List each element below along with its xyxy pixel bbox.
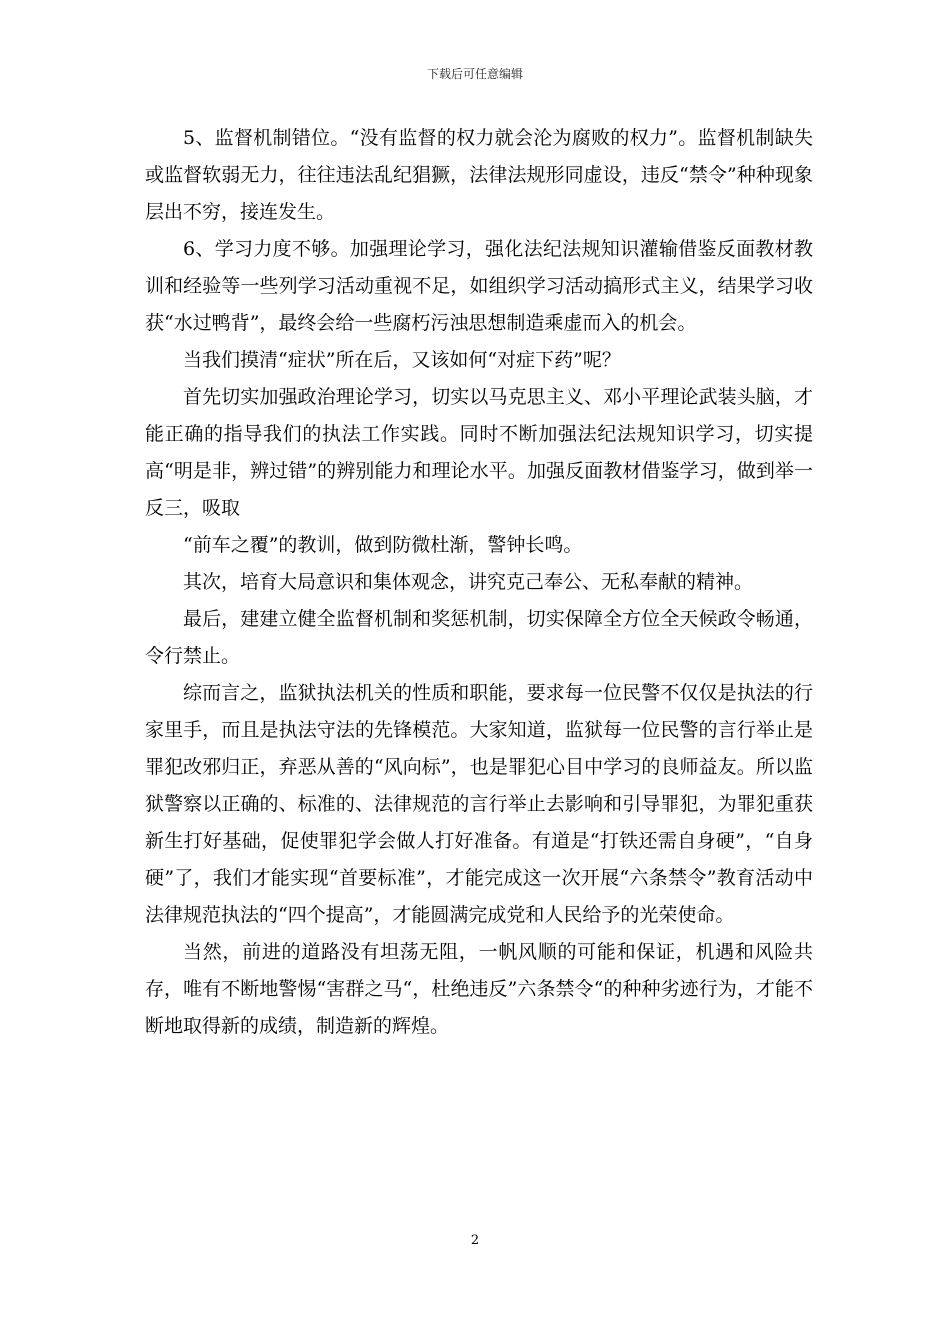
paragraph-study-effort: 6、学习力度不够。加强理论学习，强化法纪法规知识灌输借鉴反面教材教训和经验等一些列学习活动重视不足，如组织学习活动搞形式主义，结果学习收获“水过鸭背”，最终会给一些腐朽污浊思想制造乘虚而入的机会。 [145,238,813,334]
paragraph-last-measure: 最后，建建立健全监督机制和奖惩机制，切实保障全方位全天候政令畅通，令行禁止。 [145,608,813,667]
document-body [145,120,813,1045]
paragraph-summary: 综而言之，监狱执法机关的性质和职能，要求每一位民警不仅仅是执法的行家里手，而且是执法守法的先锋模范。大家知道，监狱每一位民警的言行举止是罪犯改邪归正，弃恶从善的“风向标”，也是罪犯心目中学习的良师益友。所以监狱警察以正确的、标准的、法律规范的言行举止去影响和引导罪犯，为罪犯重获新生打好基础，促使罪犯学会做人打好准备。有道是“打铁还需自身硬”，“自身硬”了，我们才能实现“首要标准”，才能完成这一次开展“六条禁令”教育活动中法律规范执法的“四个提高”，才能圆满完成党和人民给予的光荣使命。 [145,682,813,926]
paragraph-diagnosis-question: 当我们摸清“症状”所在后，又该如何“对症下药”呢？ [183,349,621,371]
page-header: 下载后可任意编辑 [426,67,523,81]
paragraph-conclusion: 当然，前进的道路没有坦荡无阻，一帆风顺的可能和保证，机遇和风险共存，唯有不断地警惕“害群之马“，杜绝违反”六条禁令“的种种劣迹行为，才能不断地取得新的成绩，制造新的辉煌。 [145,941,813,1037]
page-number: 2 [470,1233,480,1248]
paragraph-supervision-mechanism: 5、监督机制错位。“没有监督的权力就会沦为腐败的权力”。监督机制缺失或监督软弱无力，往往违法乱纪猖獗，法律法规形同虚设，违反“禁令”种种现象层出不穷，接连发生。 [145,127,813,223]
paragraph-first-measure: 首先切实加强政治理论学习，切实以马克思主义、邓小平理论武装头脑，才能正确的指导我们的执法工作实践。同时不断加强法纪法规知识学习，切实提高“明是非，辨过错”的辨别能力和理论水平。加强反面教材借鉴学习，做到举一反三，吸取 [145,386,813,519]
paragraph-first-measure-continued: “前车之覆”的教训，做到防微杜渐，警钟长鸣。 [183,534,583,556]
paragraph-second-measure: 其次，培育大局意识和集体观念，讲究克己奉公、无私奉献的精神。 [183,571,754,593]
